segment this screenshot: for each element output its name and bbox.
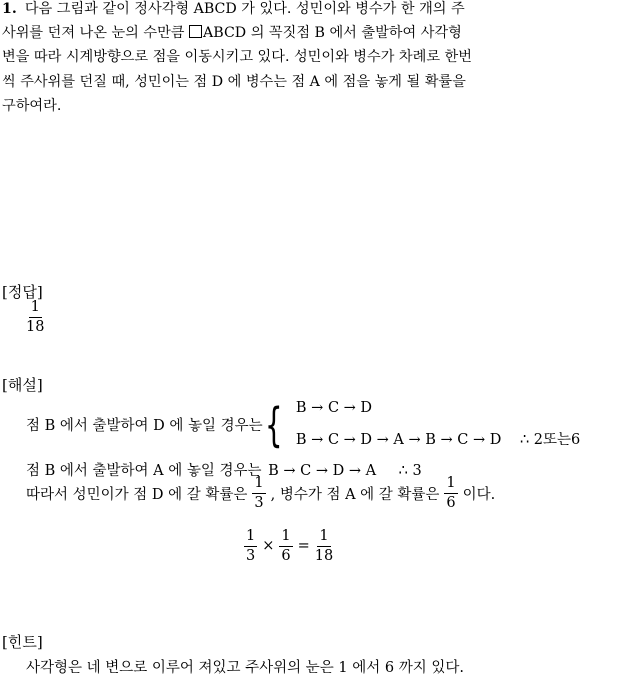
eq-result-denominator: 18 [314, 547, 334, 564]
line3-fraction-1 [252, 476, 265, 510]
case-2-note: ∴ 2또는6 [519, 432, 581, 448]
line2-path: B → C → D → A [268, 463, 377, 479]
case-list [296, 400, 580, 449]
answer-value [26, 300, 44, 334]
explanation-line-3 [26, 476, 495, 510]
line3-f1-denominator: 3 [254, 494, 264, 511]
problem-line-1 [2, 0, 465, 21]
case-1: B → C → D [295, 400, 373, 416]
problem-line-3 [2, 45, 472, 69]
answer-denominator: 18 [26, 318, 45, 335]
case-brace-group [264, 397, 581, 452]
problem-text-4: 변을 따라 시계방향으로 점을 이동시키고 있다. 성민이와 병수가 차례로 한번 [2, 49, 472, 65]
eq-result-fraction [315, 529, 333, 563]
line2-prefix: 점 B 에서 출발하여 A 에 놓일 경우는 [26, 463, 262, 479]
eq-fraction-1 [244, 529, 257, 563]
explanation-equation [244, 528, 333, 563]
eq-fraction-2 [279, 529, 292, 563]
problem-text-2: 사위를 던져 나온 눈의 수만큼 [2, 25, 190, 41]
left-brace-icon: { [264, 397, 283, 452]
problem-number: 1. [2, 1, 17, 17]
problem-line-2 [2, 21, 462, 45]
hint-text: 사각형은 네 변으로 이루어 져있고 주사위의 눈은 1 에서 6 까지 있다. [26, 660, 464, 676]
case-2: B → C → D → A → B → C → D [295, 432, 502, 448]
case-2-row [296, 428, 580, 449]
problem-line-5 [2, 94, 61, 118]
eq-times: × [262, 538, 275, 554]
hint-label: [힌트] [2, 633, 43, 651]
problem-text-6: 구하여라. [2, 98, 62, 114]
line3-part-a: 따라서 성민이가 점 D 에 갈 확률은 [26, 486, 248, 503]
line3-part-b: , 병수가 점 A 에 갈 확률은 [270, 486, 440, 503]
answer-fraction [26, 300, 44, 334]
line3-part-c: 이다. [462, 486, 496, 503]
eq-equals: = [297, 538, 310, 554]
eq-f2-denominator: 6 [281, 547, 291, 564]
line2-note: ∴ 3 [398, 463, 422, 479]
explanation-case-block [26, 397, 581, 452]
problem-text-5: 씩 주사위를 던질 때, 성민이는 점 D 에 병수는 점 A 에 점을 놓게 될 확률을 [2, 74, 466, 90]
line3-f2-denominator: 6 [446, 494, 456, 511]
explanation-label: [해설] [2, 376, 43, 394]
answer-numerator: 1 [29, 300, 42, 318]
eq-f2-numerator: 1 [279, 529, 292, 547]
eq-result-numerator: 1 [317, 529, 330, 547]
problem-line-4 [2, 70, 466, 94]
eq-f1-denominator: 3 [246, 547, 256, 564]
eq-f1-numerator: 1 [244, 529, 257, 547]
line3-f2-numerator: 1 [444, 476, 457, 494]
line3-fraction-2 [444, 476, 457, 510]
problem-text-3: ABCD 의 꼭짓점 B 에서 출발하여 사각형 [203, 25, 462, 41]
problem-text-1: 다음 그림과 같이 정사각형 ABCD 가 있다. 성민이와 병수가 한 개의 주 [24, 1, 465, 17]
line3-f1-numerator: 1 [252, 476, 265, 494]
square-symbol-icon [189, 25, 202, 38]
case-intro: 점 B 에서 출발하여 D 에 놓일 경우는 [26, 418, 263, 434]
answer-label: [정답] [2, 283, 43, 301]
